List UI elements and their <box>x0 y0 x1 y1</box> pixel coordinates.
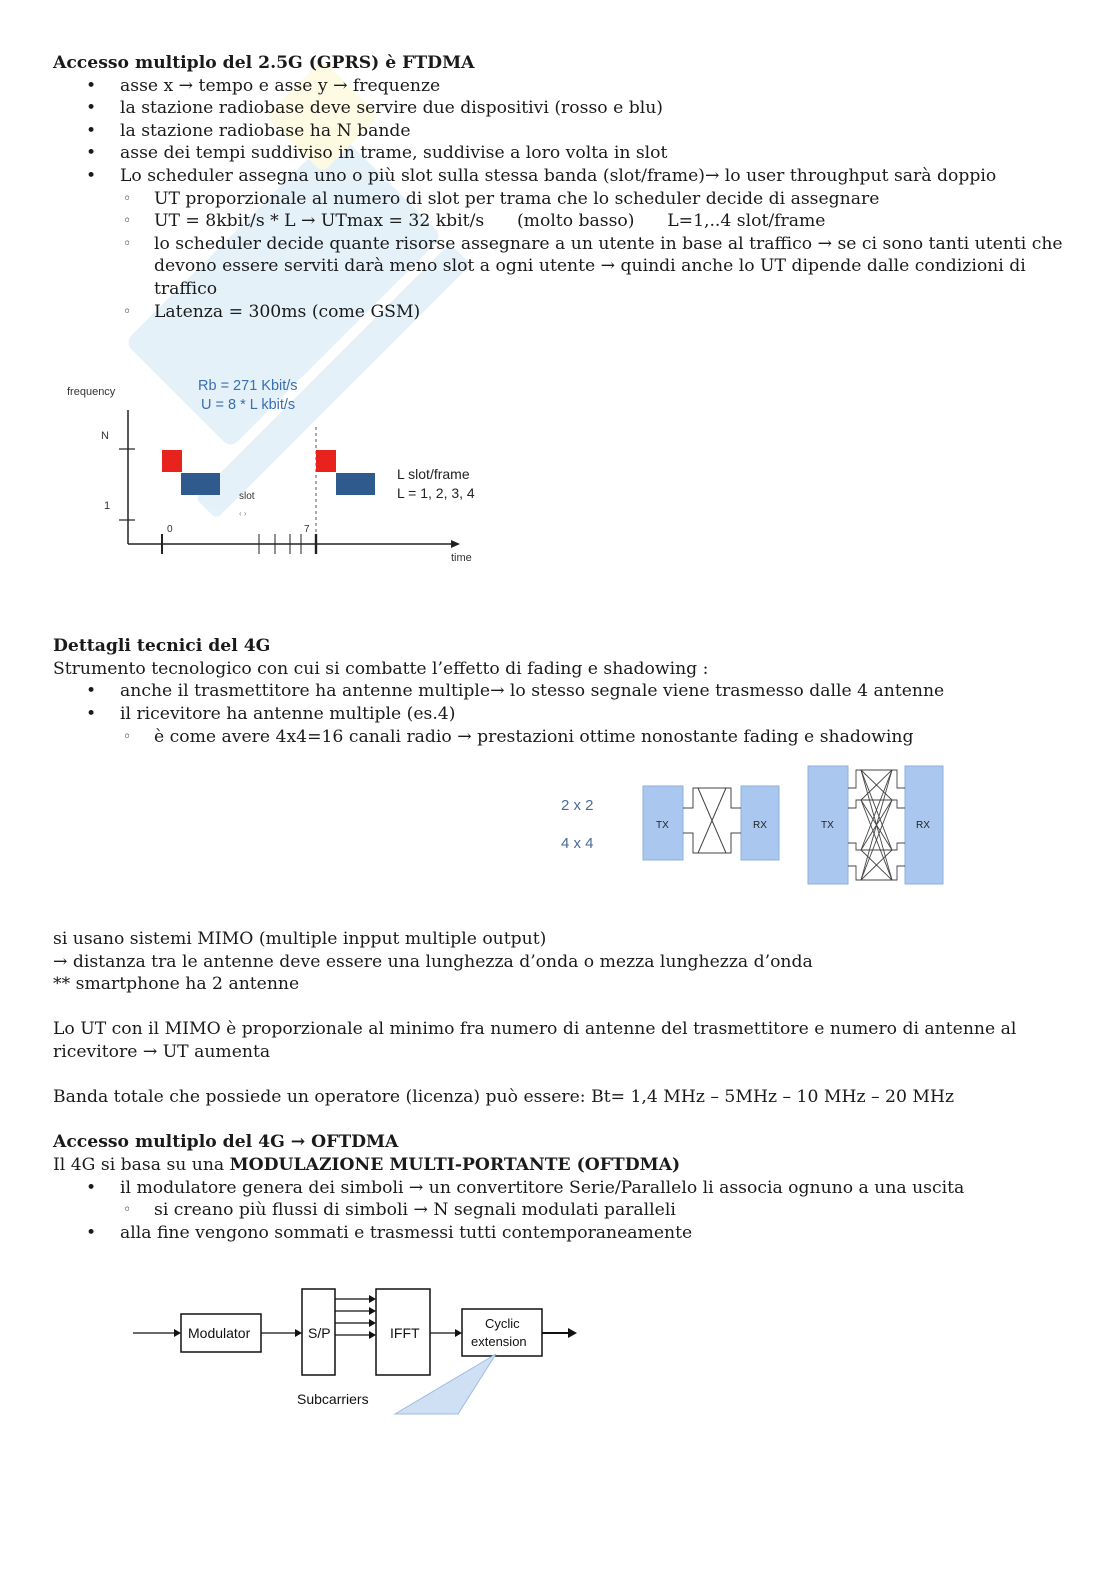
subcarrier-arrows <box>335 1295 376 1339</box>
document-body <box>53 52 1063 1434</box>
ifft-label: IFFT <box>390 1325 420 1342</box>
sub-bullet-list <box>120 726 1063 749</box>
arrow-head <box>174 1329 181 1337</box>
ofdm-block-diagram <box>53 1244 613 1434</box>
list-item <box>120 703 1063 748</box>
red-user-slot <box>162 450 182 472</box>
list-item: • la stazione radiobase deve servire due dispositivi (rosso e blu) <box>120 97 1063 120</box>
sp-label: S/P <box>308 1325 331 1342</box>
rx-label: RX <box>916 820 930 832</box>
section-title-4g-oftdma: Accesso multiplo del 4G → OFTDMA <box>53 1132 399 1153</box>
red-user-slot <box>316 450 336 472</box>
blue-user-slot <box>336 473 375 495</box>
ftdma-diagram <box>53 323 523 635</box>
antenna-distance-line: → distanza tra le antenne deve essere una lunghezza d’onda o mezza lunghezza d’onda <box>53 951 813 972</box>
list-item: • anche il trasmettitore ha antenne multiple→ lo stesso segnale viene trasmesso dalle 4 antenne <box>120 680 1063 703</box>
subcarriers-label: Subcarriers <box>297 1391 369 1408</box>
sub-list-item: ◦ è come avere 4x4=16 canali radio → prestazioni ottime nonostante fading e shadowing <box>154 726 1063 749</box>
spacer <box>53 996 1063 1019</box>
list-item-text: Lo scheduler assegna uno o più slot sulla stessa banda (slot/frame)→ lo user throughput sarà doppio <box>120 165 997 186</box>
extension-label: extension <box>471 1334 527 1350</box>
list-item: • la stazione radiobase ha N bande <box>120 120 1063 143</box>
ofdm-figure <box>53 1244 1063 1434</box>
mimo-label-2x2: 2 x 2 <box>561 797 594 815</box>
mimo-line: si usano sistemi MIMO (multiple inpput multiple output) <box>53 929 547 950</box>
sub-list-item: ◦ si creano più flussi di simboli → N segnali modulati paralleli <box>154 1199 1063 1222</box>
cyclic-label: Cyclic <box>485 1316 520 1332</box>
modulator-label: Modulator <box>188 1325 251 1342</box>
smartphone-antennas-line: ** smartphone ha 2 antenne <box>53 974 300 995</box>
list-item: • asse x → tempo e asse y → frequenze <box>120 75 1063 98</box>
intro-text: Il 4G si basa su una <box>53 1155 230 1176</box>
mimo-figure <box>53 748 1063 928</box>
sub-bullet-list <box>120 1199 1063 1222</box>
slot-width-arrows: ‹ › <box>239 509 247 519</box>
list-item: • alla fine vengono sommati e trasmessi tutti contemporaneamente <box>120 1222 1063 1245</box>
sub-list-item: ◦ lo scheduler decide quante risorse assegnare a un utente in base al traffico → se ci sono tanti utenti che devono essere serviti darà meno slot a ogni utente → quindi anche lo UT dipende dalle condizioni di traffico <box>154 233 1063 301</box>
arrow-head <box>568 1328 577 1338</box>
blue-user-slot <box>181 473 220 495</box>
ut-mimo-paragraph: Lo UT con il MIMO è proporzionale al minimo fra numero di antenne del trasmettitore e numero di antenne al ricevitore → UT aumenta <box>53 1019 1017 1063</box>
arrow-head <box>295 1329 302 1337</box>
u-label: U = 8 * L kbit/s <box>201 397 296 414</box>
cyclic-zoom-wedge <box>395 1354 496 1414</box>
rb-label: Rb = 271 Kbit/s <box>198 378 298 395</box>
tx-label: TX <box>821 820 834 832</box>
mimo-label-4x4: 4 x 4 <box>561 835 594 853</box>
list-item: • asse dei tempi suddiviso in trame, suddivise a loro volta in slot <box>120 142 1063 165</box>
list-item-text: il modulatore genera dei simboli → un convertitore Serie/Parallelo li associa ognuno a una uscita <box>120 1177 965 1198</box>
list-item <box>120 165 1063 323</box>
tx-label: TX <box>656 820 669 832</box>
x-axis-arrow <box>451 540 460 548</box>
list-item <box>120 1177 1063 1222</box>
y-tick-n: N <box>101 430 109 443</box>
legend-line1: L slot/frame <box>397 466 470 483</box>
ftdma-figure <box>53 323 1063 635</box>
list-item-text: il ricevitore ha antenne multiple (es.4) <box>120 703 456 724</box>
x-tick-7-label: 7 <box>304 524 310 536</box>
y-tick-1: 1 <box>104 500 111 513</box>
sub-bullet-list <box>120 188 1063 324</box>
mimo-links-2x2 <box>683 788 741 853</box>
bullet-list-oftdma <box>53 1177 1063 1245</box>
bandwidth-paragraph: Banda totale che possiede un operatore (licenza) può essere: Bt= 1,4 MHz – 5MHz – 10 MHz – 20 MHz <box>53 1087 955 1108</box>
sub-list-item: ◦ Latenza = 300ms (come GSM) <box>154 301 1063 324</box>
section-title-2-5g: Accesso multiplo del 2.5G (GPRS) è FTDMA <box>53 53 475 73</box>
sub-list-item: ◦ UT = 8kbit/s * L → UTmax = 32 kbit/s (molto basso) L=1,..4 slot/frame <box>154 210 1063 233</box>
section-intro <box>53 1154 1063 1177</box>
section-title-4g-details: Dettagli tecnici del 4G <box>53 636 271 657</box>
bullet-list-4g <box>53 680 1063 748</box>
sub-list-item: ◦ UT proporzionale al numero di slot per trama che lo scheduler decide di assegnare <box>154 188 1063 211</box>
spacer <box>53 1109 1063 1132</box>
section-intro: Strumento tecnologico con cui si combatte l’effetto di fading e shadowing : <box>53 658 709 679</box>
x-axis-label: time <box>451 552 472 565</box>
spacer <box>53 1064 1063 1087</box>
rx-label: RX <box>753 820 767 832</box>
legend-line2: L = 1, 2, 3, 4 <box>397 485 475 502</box>
mimo-links-4x4 <box>848 770 905 880</box>
slot-label: slot <box>239 491 255 503</box>
x-tick-0-label: 0 <box>167 524 173 536</box>
y-axis-label: frequency <box>67 386 116 399</box>
intro-bold-text: MODULAZIONE MULTI-PORTANTE (OFTDMA) <box>229 1155 681 1176</box>
arrow-head <box>455 1329 462 1337</box>
mimo-diagram <box>53 748 1063 928</box>
bullet-list-2-5g <box>53 75 1063 324</box>
